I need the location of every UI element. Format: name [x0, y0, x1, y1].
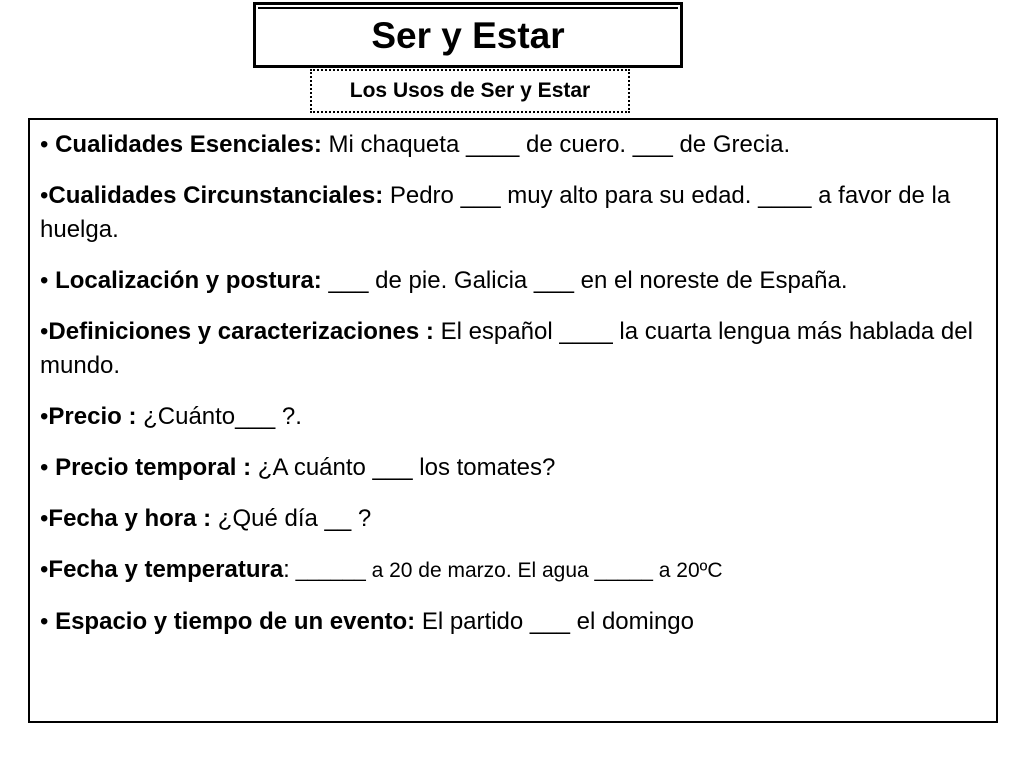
item-text: El español ____ la cuarta lengua más hablada del mundo.: [40, 318, 973, 379]
item-label: Precio :: [48, 403, 137, 430]
content-box: [28, 118, 998, 723]
list-item-fecha-hora: [40, 502, 986, 536]
item-colon: :: [283, 556, 290, 583]
bullet: •: [40, 182, 49, 209]
item-text: Mi chaqueta ____ de cuero. ___ de Grecia.: [321, 131, 791, 158]
item-text: ¿Qué día __ ?: [211, 505, 372, 532]
bullet: •: [40, 267, 56, 294]
subtitle-box: [310, 69, 630, 113]
page-title: Ser y Estar: [371, 15, 565, 56]
bullet: •: [40, 505, 49, 532]
bullet: •: [40, 403, 49, 430]
list-item-cualidades-circunstanciales: [40, 179, 986, 247]
item-label: Definiciones y caracterizaciones :: [48, 318, 434, 345]
item-text: Pedro ___ muy alto para su edad. ____ a favor de la huelga.: [40, 182, 951, 243]
item-text: ¿A cuánto ___ los tomates?: [251, 454, 556, 481]
item-label: Precio temporal :: [55, 454, 252, 481]
item-label: Fecha y temperatura: [48, 556, 284, 583]
list-item-cualidades-esenciales: [40, 128, 986, 162]
list-item-definiciones: [40, 315, 986, 383]
item-label: Localización y postura:: [55, 267, 322, 294]
item-label: Cualidades Esenciales:: [55, 131, 322, 158]
item-label: Fecha y hora :: [48, 505, 212, 532]
bullet: •: [40, 454, 56, 481]
item-label: Cualidades Circunstanciales:: [48, 182, 384, 209]
item-text: ¿Cuánto___ ?.: [136, 403, 302, 430]
list-item-precio: [40, 400, 986, 434]
bullet: •: [40, 318, 49, 345]
list-item-localizacion: [40, 264, 986, 298]
list-item-precio-temporal: [40, 451, 986, 485]
title-box: [253, 2, 683, 68]
list-item-espacio-tiempo: [40, 605, 986, 639]
item-text: El partido ___ el domingo: [415, 608, 695, 635]
bullet: •: [40, 608, 56, 635]
list-item-fecha-temperatura: [40, 553, 986, 588]
bullet: •: [40, 131, 56, 158]
item-label: Espacio y tiempo de un evento:: [55, 608, 416, 635]
item-text: ___ de pie. Galicia ___ en el noreste de España.: [321, 267, 848, 294]
item-text: ______ a 20 de marzo. El agua _____ a 20ºC: [289, 559, 723, 582]
page-subtitle: Los Usos de Ser y Estar: [349, 79, 591, 102]
bullet: •: [40, 556, 49, 583]
